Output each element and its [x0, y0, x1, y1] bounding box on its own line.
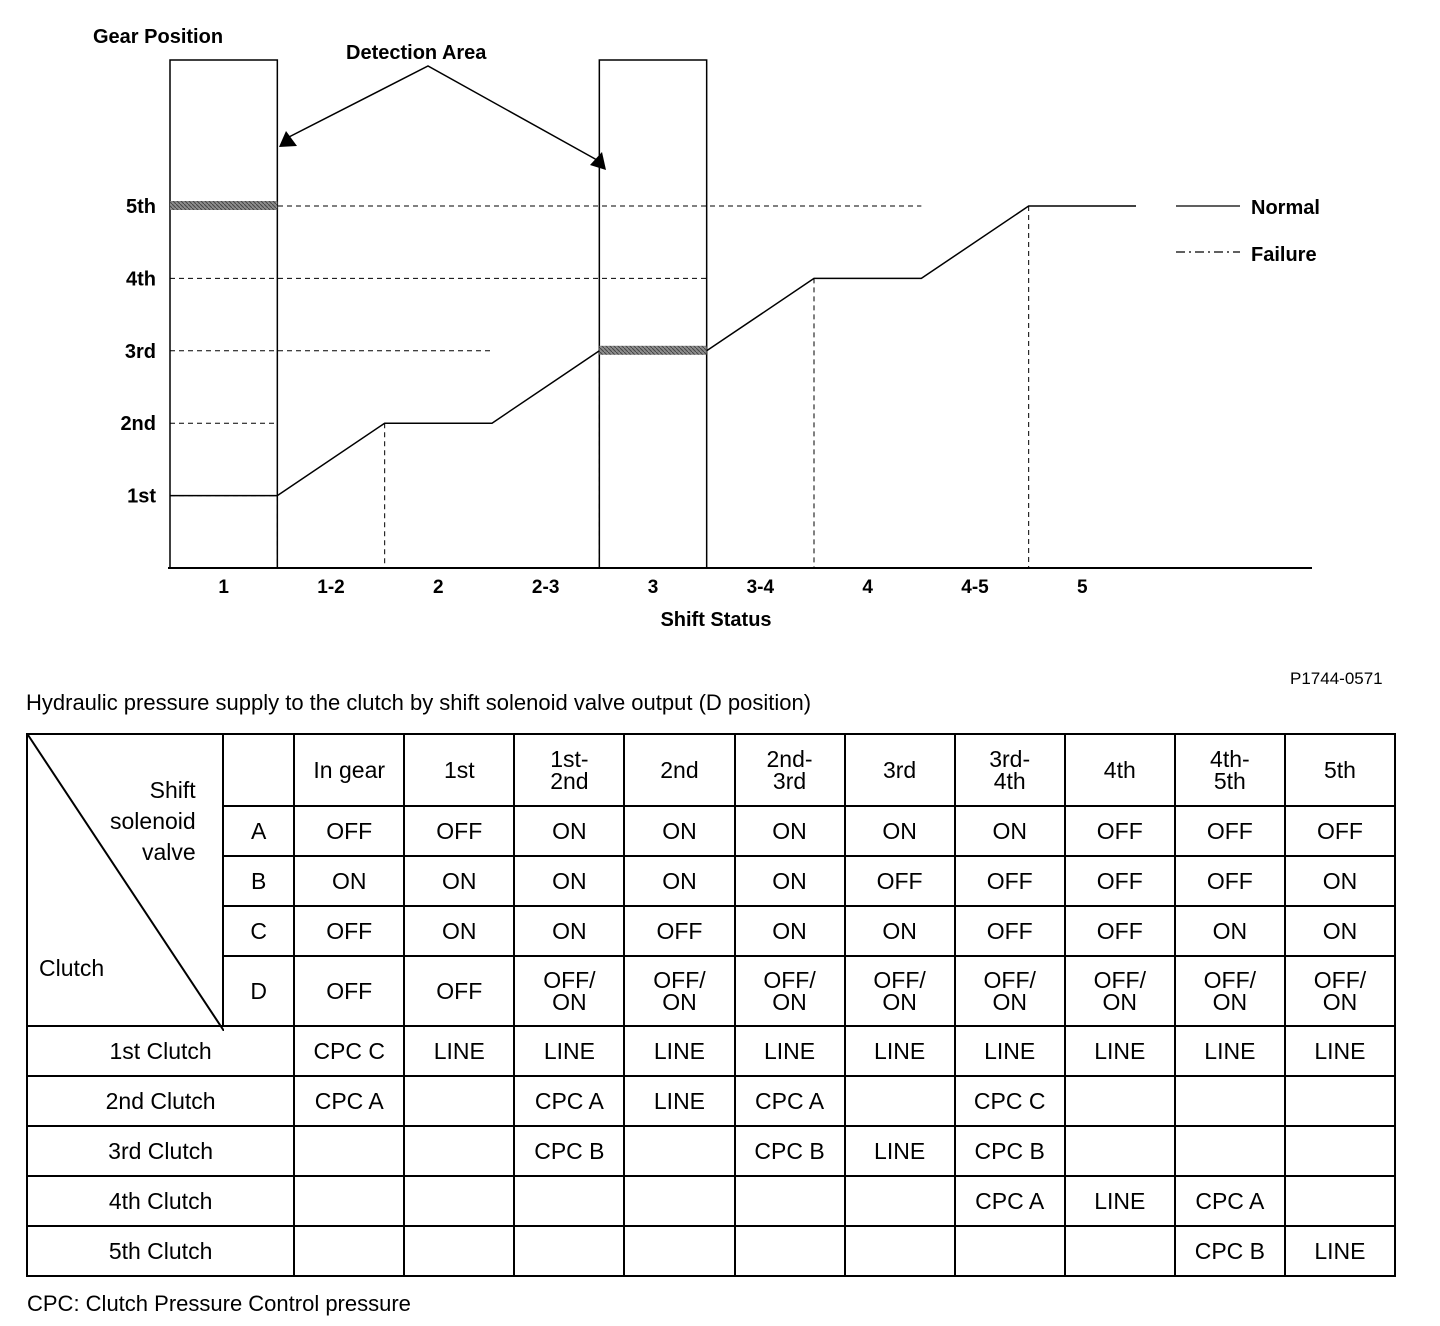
gear-label: 2nd — [120, 413, 156, 436]
solenoid-state-cell: ON — [955, 806, 1065, 856]
clutch-pressure-cell: CPC B — [735, 1126, 845, 1176]
normal-series — [170, 206, 1136, 568]
clutch-pressure-cell: CPC B — [955, 1126, 1065, 1176]
gridlines — [170, 206, 921, 496]
solenoid-state-cell: ON — [624, 856, 734, 906]
detection-arrow-head-right — [590, 152, 606, 170]
clutch-pressure-cell — [624, 1126, 734, 1176]
solenoid-state-cell: OFF/ ON — [845, 956, 955, 1026]
solenoid-label-a: A — [223, 806, 294, 856]
column-header: In gear — [294, 734, 404, 806]
gear-label: 5th — [126, 196, 156, 218]
detection-area-rects — [170, 60, 707, 568]
clutch-label: 2nd Clutch — [27, 1076, 294, 1126]
clutch-label: 5th Clutch — [27, 1226, 294, 1276]
solenoid-state-cell: ON — [514, 856, 624, 906]
solenoid-label-d: D — [223, 956, 294, 1026]
gear-position-chart — [0, 0, 1440, 650]
solenoid-state-cell: OFF/ ON — [514, 956, 624, 1026]
solenoid-state-cell: ON — [735, 806, 845, 856]
table-caption: Hydraulic pressure supply to the clutch by shift solenoid valve output (D position) — [26, 690, 812, 715]
clutch-pressure-cell: CPC A — [294, 1076, 404, 1126]
solenoid-state-cell: ON — [735, 856, 845, 906]
legend-normal-label: Normal — [1251, 197, 1320, 219]
clutch-pressure-cell: LINE — [1285, 1026, 1395, 1076]
clutch-pressure-cell — [955, 1226, 1065, 1276]
solenoid-state-cell: ON — [1175, 906, 1285, 956]
clutch-pressure-cell — [1175, 1126, 1285, 1176]
detection-arrow-head-left — [279, 131, 297, 147]
figure-id: P1744-0571 — [1290, 669, 1383, 688]
clutch-pressure-cell: LINE — [1065, 1176, 1175, 1226]
solenoid-state-cell: OFF — [404, 956, 514, 1026]
gear-tick-labels — [120, 196, 156, 508]
clutch-pressure-cell: LINE — [845, 1026, 955, 1076]
clutch-pressure-cell — [1065, 1126, 1175, 1176]
solenoid-state-cell: OFF/ ON — [735, 956, 845, 1026]
solenoid-state-cell: ON — [624, 806, 734, 856]
column-header: 1st- 2nd — [514, 734, 624, 806]
solenoid-clutch-table — [26, 733, 1396, 1277]
shift-label: 3-4 — [746, 577, 775, 598]
table-corner-cell — [27, 734, 223, 1026]
clutch-pressure-cell — [514, 1226, 624, 1276]
gear-label: 4th — [126, 268, 156, 291]
solenoid-state-cell: OFF — [845, 856, 955, 906]
clutch-pressure-cell: LINE — [1285, 1226, 1395, 1276]
clutch-pressure-cell — [514, 1176, 624, 1226]
solenoid-state-cell: OFF — [1285, 806, 1395, 856]
column-header: 4th- 5th — [1175, 734, 1285, 806]
clutch-pressure-cell — [404, 1226, 514, 1276]
clutch-pressure-cell — [1285, 1176, 1395, 1226]
column-header: 5th — [1285, 734, 1395, 806]
solenoid-state-cell: OFF — [1065, 906, 1175, 956]
column-header: 2nd — [624, 734, 734, 806]
footnote: CPC: Clutch Pressure Control pressure — [27, 1291, 411, 1316]
solenoid-state-cell: OFF — [1175, 806, 1285, 856]
solenoid-state-cell: OFF — [404, 806, 514, 856]
solenoid-label-b: B — [223, 856, 294, 906]
clutch-pressure-cell — [845, 1076, 955, 1126]
solenoid-state-cell: ON — [514, 806, 624, 856]
clutch-pressure-cell: CPC A — [955, 1176, 1065, 1226]
clutch-pressure-cell — [294, 1176, 404, 1226]
clutch-pressure-cell: LINE — [404, 1026, 514, 1076]
failure-marker-1 — [170, 201, 277, 210]
solenoid-state-cell: ON — [1285, 906, 1395, 956]
clutch-pressure-cell — [294, 1126, 404, 1176]
shift-label: 5 — [1077, 577, 1088, 598]
clutch-pressure-cell: LINE — [514, 1026, 624, 1076]
clutch-label: 1st Clutch — [27, 1026, 294, 1076]
solenoid-state-cell: ON — [294, 856, 404, 906]
column-header: 2nd- 3rd — [735, 734, 845, 806]
clutch-label: 3rd Clutch — [27, 1126, 294, 1176]
blank-header-cell — [223, 734, 294, 806]
gear-label: 1st — [127, 485, 156, 508]
solenoid-state-cell: OFF/ ON — [1175, 956, 1285, 1026]
shift-label: 1-2 — [317, 577, 345, 598]
solenoid-state-cell: OFF — [1065, 856, 1175, 906]
clutch-pressure-cell — [845, 1226, 955, 1276]
solenoid-state-cell: OFF — [294, 806, 404, 856]
clutch-pressure-cell — [1175, 1076, 1285, 1126]
detection-area-rect-1 — [170, 60, 277, 568]
column-header: 4th — [1065, 734, 1175, 806]
shift-label: 2 — [433, 577, 444, 598]
clutch-pressure-cell: CPC C — [294, 1026, 404, 1076]
clutch-pressure-cell: LINE — [845, 1126, 955, 1176]
detection-arrows — [279, 66, 606, 170]
clutch-pressure-cell: CPC A — [1175, 1176, 1285, 1226]
clutch-pressure-cell — [735, 1226, 845, 1276]
column-header: 1st — [404, 734, 514, 806]
solenoid-state-cell: OFF/ ON — [624, 956, 734, 1026]
clutch-pressure-cell: LINE — [624, 1026, 734, 1076]
clutch-pressure-cell: LINE — [624, 1076, 734, 1126]
clutch-pressure-cell — [1285, 1126, 1395, 1176]
clutch-pressure-cell: LINE — [955, 1026, 1065, 1076]
column-header: 3rd — [845, 734, 955, 806]
solenoid-state-cell: ON — [404, 856, 514, 906]
solenoid-state-cell: OFF — [955, 906, 1065, 956]
clutch-pressure-cell: CPC B — [514, 1126, 624, 1176]
shift-label: 4 — [862, 577, 873, 598]
solenoid-state-cell: OFF — [294, 906, 404, 956]
solenoid-state-cell: OFF — [1175, 856, 1285, 906]
shift-label: 3 — [647, 577, 659, 598]
clutch-pressure-cell — [404, 1126, 514, 1176]
corner-shift-solenoid-label: Shift solenoid valve — [110, 777, 196, 865]
corner-clutch-label: Clutch — [39, 955, 105, 981]
shift-label: 4-5 — [961, 577, 989, 598]
clutch-pressure-cell: CPC A — [735, 1076, 845, 1126]
shift-tick-labels — [218, 577, 1088, 598]
clutch-pressure-cell — [1065, 1076, 1175, 1126]
solenoid-state-cell: ON — [514, 906, 624, 956]
shift-label: 1 — [218, 577, 229, 598]
column-header: 3rd- 4th — [955, 734, 1065, 806]
clutch-pressure-cell — [294, 1226, 404, 1276]
solenoid-state-cell: OFF/ ON — [1065, 956, 1175, 1026]
clutch-pressure-cell — [1065, 1226, 1175, 1276]
solenoid-label-c: C — [223, 906, 294, 956]
detection-area-rect-3 — [599, 60, 706, 568]
solenoid-state-cell: OFF — [294, 956, 404, 1026]
failure-marker-3 — [599, 346, 706, 355]
shift-label: 2-3 — [531, 577, 560, 598]
clutch-pressure-cell: LINE — [1175, 1026, 1285, 1076]
y-axis-title: Gear Position — [93, 26, 224, 48]
clutch-label: 4th Clutch — [27, 1176, 294, 1226]
clutch-pressure-cell: CPC B — [1175, 1226, 1285, 1276]
clutch-pressure-cell: LINE — [735, 1026, 845, 1076]
clutch-pressure-cell — [1285, 1076, 1395, 1126]
clutch-pressure-cell — [845, 1176, 955, 1226]
solenoid-state-cell: ON — [404, 906, 514, 956]
legend-failure-label: Failure — [1251, 244, 1317, 266]
clutch-pressure-cell: LINE — [1065, 1026, 1175, 1076]
solenoid-state-cell: OFF — [624, 906, 734, 956]
clutch-pressure-cell: CPC C — [955, 1076, 1065, 1126]
gear-label: 3rd — [124, 340, 156, 363]
x-axis-title: Shift Status — [660, 609, 772, 631]
solenoid-state-cell: ON — [1285, 856, 1395, 906]
clutch-pressure-cell — [735, 1176, 845, 1226]
clutch-pressure-cell — [404, 1076, 514, 1126]
solenoid-state-cell: OFF — [955, 856, 1065, 906]
solenoid-state-cell: ON — [735, 906, 845, 956]
detection-area-label: Detection Area — [346, 42, 487, 64]
clutch-pressure-cell — [624, 1176, 734, 1226]
solenoid-state-cell: ON — [845, 906, 955, 956]
failure-markers — [170, 201, 707, 355]
solenoid-state-cell: OFF/ ON — [1285, 956, 1395, 1026]
clutch-pressure-cell — [624, 1226, 734, 1276]
solenoid-state-cell: OFF — [1065, 806, 1175, 856]
clutch-pressure-cell: CPC A — [514, 1076, 624, 1126]
solenoid-state-cell: OFF/ ON — [955, 956, 1065, 1026]
legend — [1176, 197, 1320, 266]
solenoid-state-cell: ON — [845, 806, 955, 856]
detection-arrow-lines — [287, 66, 597, 160]
clutch-pressure-cell — [404, 1176, 514, 1226]
